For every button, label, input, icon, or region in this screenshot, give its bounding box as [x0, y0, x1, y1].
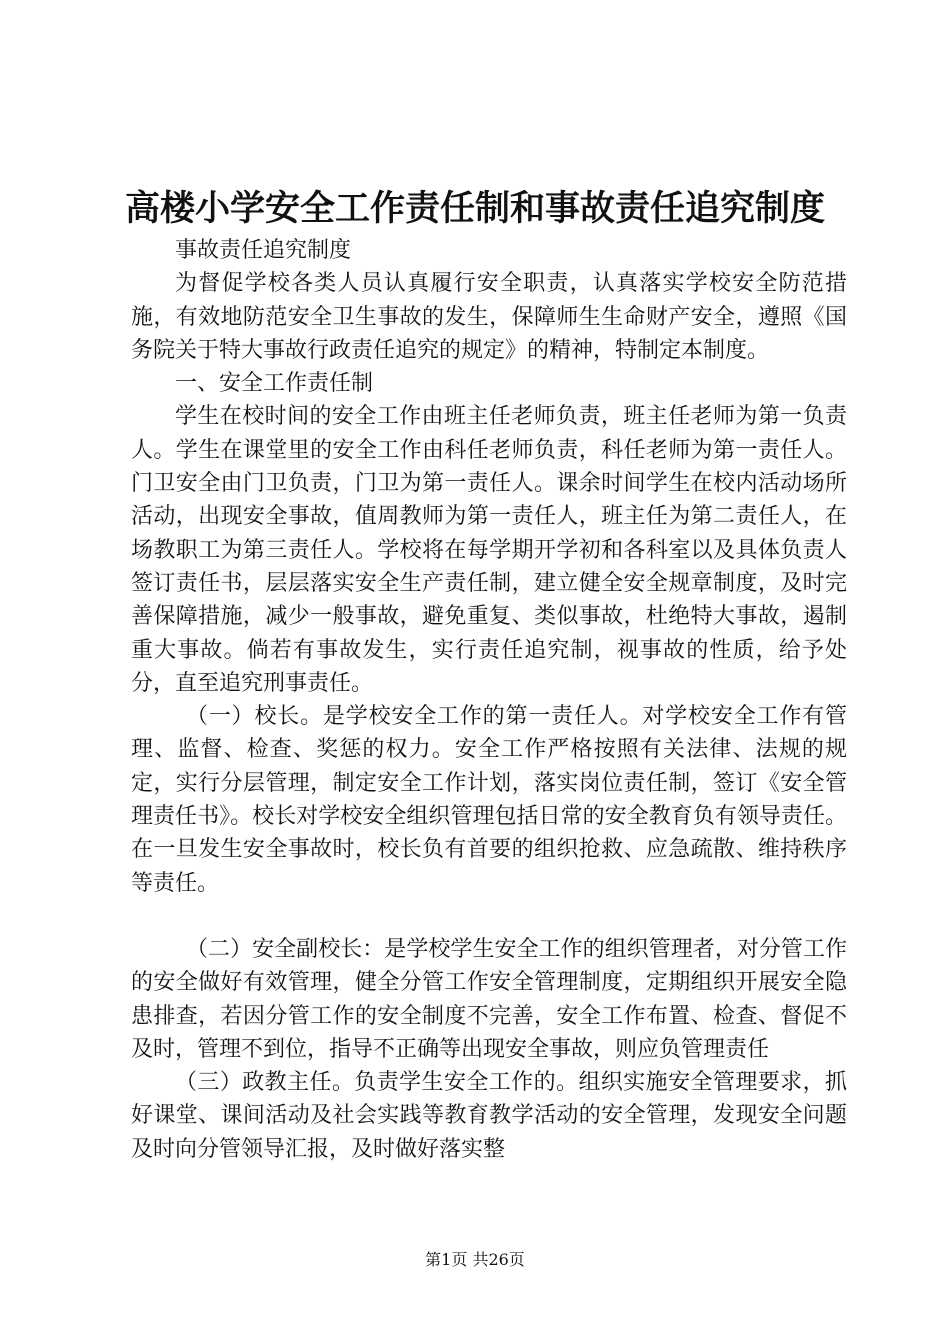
paragraph-subtitle: 事故责任追究制度 [175, 238, 352, 263]
blank-line [131, 900, 847, 933]
document-body [131, 234, 847, 1166]
paragraph-intro: 为督促学校各类人员认真履行安全职责，认真落实学校安全防范措施，有效地防范安全卫生事故的发生，保障师生生命财产安全，遵照《国务院关于特大事故行政责任追究的规定》的精神，特制定本制度。 [131, 271, 847, 363]
paragraph-section-heading: 一、安全工作责任制 [175, 371, 374, 397]
paragraph-principal: （一）校长。是学校安全工作的第一责任人。对学校安全工作有管理、监督、检查、奖惩的权力。安全工作严格按照有关法律、法规的规定，实行分层管理，制定安全工作计划，落实岗位责任制，签订《安全管理责任书》。校长对学校安全组织管理包括日常的安全教育负有领导责任。在一旦发生安全事故时，校长负有首要的组织抢救、应急疏散、维持秩序等责任。 [131, 704, 847, 896]
paragraph-responsibility: 学生在校时间的安全工作由班主任老师负责，班主任老师为第一负责人。学生在课堂里的安全工作由科任老师负责，科任老师为第一责任人。门卫安全由门卫负责，门卫为第一责任人。课余时间学生在校内活动场所活动，出现安全事故，值周教师为第一责任人，班主任为第二责任人，在场教职工为第三责任人。学校将在每学期开学初和各科室以及具体负责人签订责任书，层层落实安全生产责任制，建立健全安全规章制度，及时完善保障措施，减少一般事故，避免重复、类似事故，杜绝特大事故，遏制重大事故。倘若有事故发生，实行责任追究制，视事故的性质，给予处分，直至追究刑事责任。 [131, 404, 847, 696]
document-title: 高楼小学安全工作责任制和事故责任追究制度 [124, 188, 825, 229]
page-footer: 第1页 共26页 [425, 1250, 525, 1269]
paragraph-vice-principal: （二）安全副校长：是学校学生安全工作的组织管理者，对分管工作的安全做好有效管理，健全分管工作安全管理制度，定期组织开展安全隐患排查，若因分管工作的安全制度不完善，安全工作布置、检查、督促不及时，管理不到位，指导不正确等出现安全事故，则应负管理责任 [131, 936, 847, 1062]
paragraph-political-director: （三）政教主任。负责学生安全工作的。组织实施安全管理要求，抓好课堂、课间活动及社会实践等教育教学活动的安全管理，发现安全问题及时向分管领导汇报，及时做好落实整 [131, 1070, 847, 1162]
